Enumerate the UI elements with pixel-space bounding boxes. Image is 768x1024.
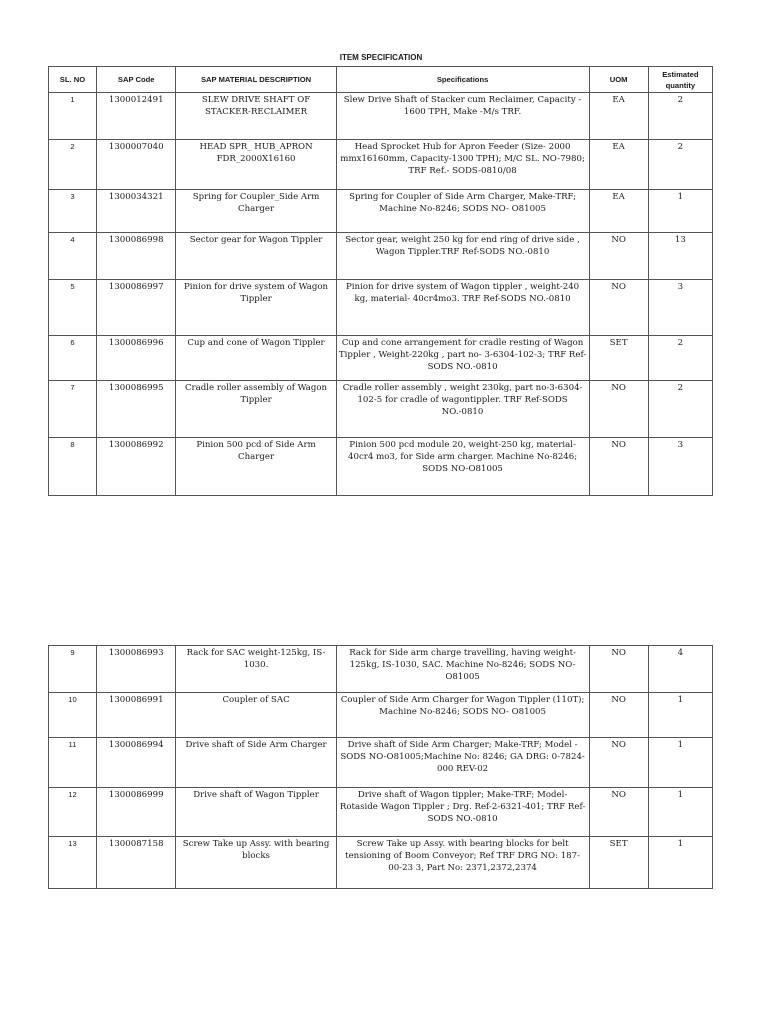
cell-specifications: Sector gear, weight 250 kg for end ring of drive side , Wagon Tippler.TRF Ref-SODS NO.-0810: [336, 233, 589, 280]
table-row: [49, 140, 713, 190]
cell-uom: NO: [589, 646, 648, 693]
cell-sap-code: 1300007040: [96, 140, 176, 190]
cell-material-description: Pinion 500 pcd of Side Arm Charger: [176, 438, 336, 496]
cell-material-description: Sector gear for Wagon Tippler: [176, 233, 336, 280]
cell-sap-code: 1300086992: [96, 438, 176, 496]
table-row: [49, 336, 713, 381]
cell-uom: EA: [589, 140, 648, 190]
cell-material-description: Rack for SAC weight-125kg, IS-1030.: [176, 646, 336, 693]
cell-sap-code: 1300034321: [96, 190, 176, 233]
item-specification-table-continued: [48, 645, 713, 889]
cell-uom: NO: [589, 381, 648, 438]
cell-material-description: Screw Take up Assy. with bearing blocks: [176, 837, 336, 889]
cell-material-description: Cradle roller assembly of Wagon Tippler: [176, 381, 336, 438]
cell-estimated-quantity: 3: [648, 280, 712, 336]
table-row: [49, 693, 713, 738]
cell-uom: NO: [589, 438, 648, 496]
cell-specifications: Coupler of Side Arm Charger for Wagon Tippler (110T); Machine No-8246; SODS NO- O81005: [336, 693, 589, 738]
cell-specifications: Head Sprocket Hub for Apron Feeder (Size- 2000 mmx16160mm, Capacity-1300 TPH); M/C SL. NO-7980; TRF Ref.- SODS-0810/08: [336, 140, 589, 190]
cell-specifications: Drive shaft of Wagon tippler; Make-TRF; Model- Rotaside Wagon Tippler ; Drg. Ref-2-6321-401; TRF Ref-SODS NO.-0810: [336, 788, 589, 837]
cell-uom: NO: [589, 788, 648, 837]
table-row: [49, 93, 713, 140]
cell-sap-code: 1300012491: [96, 93, 176, 140]
header-uom: UOM: [589, 67, 648, 93]
header-specifications: Specifications: [336, 67, 589, 93]
cell-uom: SET: [589, 837, 648, 889]
cell-material-description: HEAD SPR_ HUB_APRON FDR_2000X16160: [176, 140, 336, 190]
cell-sap-code: 1300086997: [96, 280, 176, 336]
cell-material-description: Drive shaft of Side Arm Charger: [176, 738, 336, 788]
table-row: [49, 438, 713, 496]
cell-uom: NO: [589, 233, 648, 280]
page-title: ITEM SPECIFICATION: [339, 53, 423, 62]
table-row: [49, 233, 713, 280]
cell-estimated-quantity: 1: [648, 738, 712, 788]
cell-sl-no: 10: [49, 693, 97, 738]
table-row: [49, 646, 713, 693]
header-sap-code: SAP Code: [96, 67, 176, 93]
cell-specifications: Rack for Side arm charge travelling, having weight-125kg, IS-1030, SAC. Machine No-8246; SODS NO- O81005: [336, 646, 589, 693]
cell-sap-code: 1300086993: [96, 646, 176, 693]
cell-specifications: Screw Take up Assy. with bearing blocks for belt tensioning of Boom Conveyor; Ref TRF DRG NO: 187-00-23 3, Part No: 2371,2372,2374: [336, 837, 589, 889]
table-row: [49, 788, 713, 837]
cell-material-description: Cup and cone of Wagon Tippler: [176, 336, 336, 381]
cell-sl-no: 9: [49, 646, 97, 693]
cell-sap-code: 1300086994: [96, 738, 176, 788]
cell-estimated-quantity: 2: [648, 140, 712, 190]
cell-sl-no: 5: [49, 280, 97, 336]
table-row: [49, 190, 713, 233]
table-row: [49, 280, 713, 336]
cell-sap-code: 1300086995: [96, 381, 176, 438]
cell-sl-no: 8: [49, 438, 97, 496]
cell-estimated-quantity: 2: [648, 93, 712, 140]
cell-specifications: Cradle roller assembly , weight 230kg, part no-3-6304-102-5 for cradle of wagontippler. TRF Ref-SODS NO.-0810: [336, 381, 589, 438]
cell-specifications: Pinion 500 pcd module 20, weight-250 kg, material- 40cr4 mo3, for Side arm charger. Machine No-8246; SODS NO-O81005: [336, 438, 589, 496]
cell-material-description: Pinion for drive system of Wagon Tippler: [176, 280, 336, 336]
cell-estimated-quantity: 1: [648, 837, 712, 889]
cell-estimated-quantity: 2: [648, 336, 712, 381]
cell-sap-code: 1300087158: [96, 837, 176, 889]
cell-sap-code: 1300086999: [96, 788, 176, 837]
cell-uom: NO: [589, 280, 648, 336]
cell-sl-no: 7: [49, 381, 97, 438]
cell-material-description: Spring for Coupler_Side Arm Charger: [176, 190, 336, 233]
cell-material-description: SLEW DRIVE SHAFT OF STACKER-RECLAIMER: [176, 93, 336, 140]
cell-uom: SET: [589, 336, 648, 381]
header-estimated-quantity: Estimated quantity: [648, 67, 712, 93]
cell-sl-no: 13: [49, 837, 97, 889]
cell-estimated-quantity: 1: [648, 693, 712, 738]
cell-estimated-quantity: 1: [648, 190, 712, 233]
cell-sl-no: 12: [49, 788, 97, 837]
cell-uom: EA: [589, 93, 648, 140]
cell-sap-code: 1300086996: [96, 336, 176, 381]
cell-sl-no: 2: [49, 140, 97, 190]
cell-uom: NO: [589, 693, 648, 738]
table-row: [49, 738, 713, 788]
cell-specifications: Pinion for drive system of Wagon tippler , weight-240 kg, material- 40cr4mo3. TRF Ref-SODS NO.-0810: [336, 280, 589, 336]
cell-estimated-quantity: 13: [648, 233, 712, 280]
cell-specifications: Cup and cone arrangement for cradle resting of Wagon Tippler , Weight-220kg , part no- 3-6304-102-3; TRF Ref-SODS NO.-0810: [336, 336, 589, 381]
cell-sl-no: 3: [49, 190, 97, 233]
cell-sl-no: 4: [49, 233, 97, 280]
cell-specifications: Drive shaft of Side Arm Charger; Make-TRF; Model -SODS NO-O81005;Machine No: 8246; GA DRG: 0-7824-000 REV-02: [336, 738, 589, 788]
cell-estimated-quantity: 1: [648, 788, 712, 837]
cell-material-description: Coupler of SAC: [176, 693, 336, 738]
cell-specifications: Spring for Coupler of Side Arm Charger, Make-TRF; Machine No-8246; SODS NO- O81005: [336, 190, 589, 233]
cell-uom: NO: [589, 738, 648, 788]
cell-estimated-quantity: 2: [648, 381, 712, 438]
header-sl-no: SL. NO: [49, 67, 97, 93]
table-row: [49, 837, 713, 889]
cell-sl-no: 6: [49, 336, 97, 381]
cell-specifications: Slew Drive Shaft of Stacker cum Reclaimer, Capacity - 1600 TPH, Make -M/s TRF.: [336, 93, 589, 140]
item-specification-table: [48, 66, 713, 496]
header-sap-material-description: SAP MATERIAL DESCRIPTION: [176, 67, 336, 93]
cell-uom: EA: [589, 190, 648, 233]
cell-material-description: Drive shaft of Wagon Tippler: [176, 788, 336, 837]
cell-sap-code: 1300086991: [96, 693, 176, 738]
cell-sl-no: 1: [49, 93, 97, 140]
cell-estimated-quantity: 3: [648, 438, 712, 496]
cell-sap-code: 1300086998: [96, 233, 176, 280]
table-row: [49, 381, 713, 438]
cell-sl-no: 11: [49, 738, 97, 788]
header-row: [49, 67, 713, 93]
cell-estimated-quantity: 4: [648, 646, 712, 693]
